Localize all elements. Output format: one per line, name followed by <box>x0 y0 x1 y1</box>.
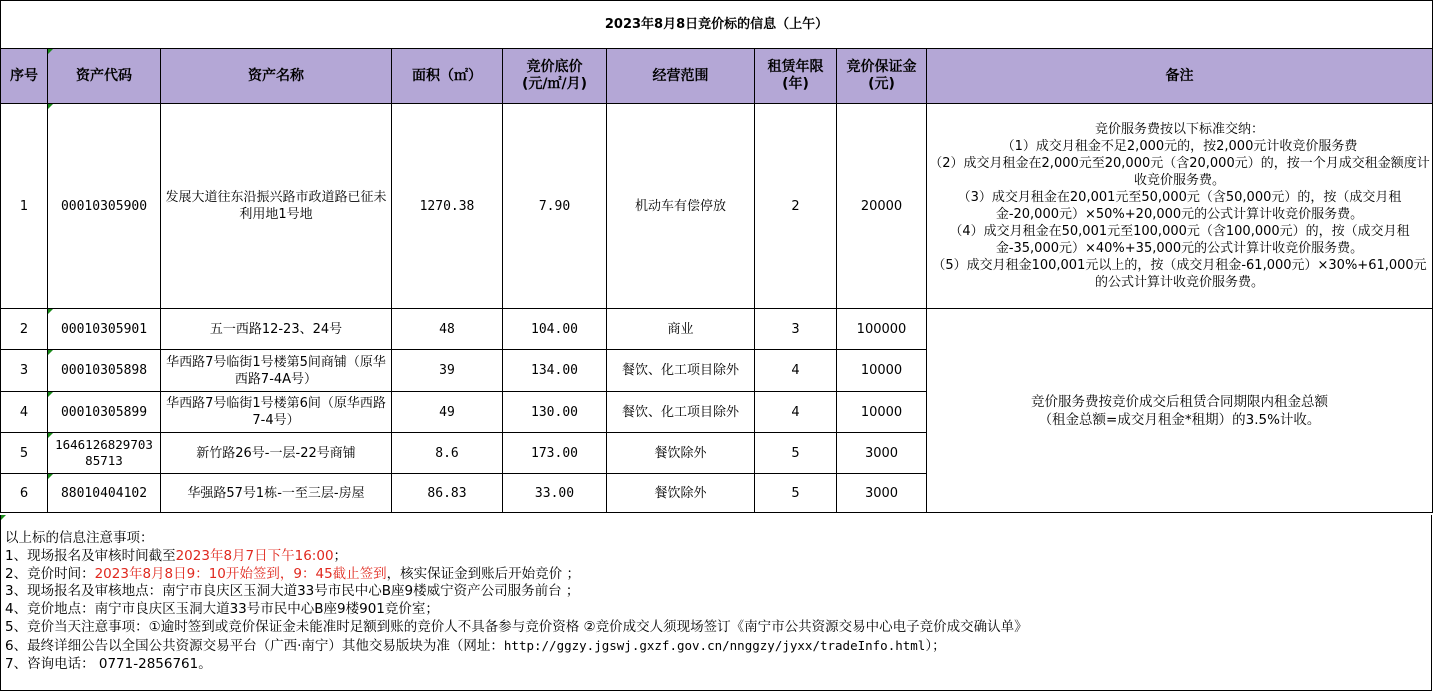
note-7: 7、咨询电话： 0771-2856761。 <box>5 655 212 672</box>
header-seq: 序号 <box>1 49 48 104</box>
cell-name: 华西路7号临街1号楼第6间（原华西路7-4号） <box>161 392 392 433</box>
cell-term: 5 <box>755 433 837 474</box>
page-title: 2023年8月8日竞价标的信息（上午） <box>1 1 1433 49</box>
header-row <box>1 49 1433 104</box>
cell-seq: 1 <box>1 104 48 309</box>
cell-code: 1646126829703 85713 <box>48 433 161 474</box>
cell-term: 4 <box>755 350 837 392</box>
cell-price: 33.00 <box>503 474 607 513</box>
cell-deposit: 100000 <box>837 309 927 350</box>
header-deposit-line2: (元) <box>868 76 895 92</box>
cell-scope: 餐饮、化工项目除外 <box>607 392 755 433</box>
memo-line: （1）成交月租金不足2,000元的，按2,000元计收竞价服务费 <box>1001 139 1358 154</box>
note-3: 3、现场报名及审核地点：南宁市良庆区玉洞大道33号市民中心B座9楼威宁资产公司服务前台 ； <box>5 583 580 600</box>
cell-seq: 4 <box>1 392 48 433</box>
cell-scope: 商业 <box>607 309 755 350</box>
header-price <box>503 49 607 104</box>
cell-area: 39 <box>392 350 503 392</box>
cell-area: 8.6 <box>392 433 503 474</box>
cell-code: 00010305899 <box>48 392 161 433</box>
cell-memo-fee-percent <box>927 309 1433 513</box>
notes-section <box>0 515 1432 691</box>
cell-term: 5 <box>755 474 837 513</box>
cell-price: 7.90 <box>503 104 607 309</box>
cell-area: 86.83 <box>392 474 503 513</box>
cell-name: 华西路7号临街1号楼第5间商铺（原华西路7-4A号） <box>161 350 392 392</box>
cell-seq: 3 <box>1 350 48 392</box>
cell-code: 00010305898 <box>48 350 161 392</box>
cell-term: 2 <box>755 104 837 309</box>
table-row <box>1 104 1433 309</box>
memo-line: （3）成交月租金在20,001元至50,000元（含50,000元）的，按（成交月租金-20,000元）×50%+20,000元的公式计算计收竞价服务费。 <box>957 190 1402 222</box>
memo-line: （2）成交月租金在2,000元至20,000元（含20,000元）的，按一个月成交租金额度计收竞价服务费。 <box>929 156 1430 188</box>
header-name: 资产名称 <box>161 49 392 104</box>
cell-price: 104.00 <box>503 309 607 350</box>
header-price-line2: (元/㎡/月) <box>521 76 588 92</box>
notes-intro: 以上标的信息注意事项： <box>5 530 154 546</box>
cell-name: 华强路57号1栋-一至三层-房屋 <box>161 474 392 513</box>
header-code: 资产代码 <box>48 49 161 104</box>
note-6-end: ）； <box>925 637 946 654</box>
memo-line: （5）成交月租金100,001元以上的，按（成交月租金-61,000元）×30%+61,000元的公式计算计收竞价服务费。 <box>932 258 1427 290</box>
cell-code: 00010305901 <box>48 309 161 350</box>
note-2 <box>5 566 1431 584</box>
memo2-line1: 竞价服务费按竞价成交后租赁合同期限内租金总额 <box>1031 393 1328 410</box>
note-6-url[interactable]: http://ggzy.jgswj.gxzf.gov.cn/nnggzy/jyxx/tradeInfo.html <box>503 637 926 653</box>
cell-term: 3 <box>755 309 837 350</box>
cell-deposit: 3000 <box>837 474 927 513</box>
cell-scope: 餐饮除外 <box>607 474 755 513</box>
header-scope: 经营范围 <box>607 49 755 104</box>
note-1-end: ； <box>333 547 348 564</box>
note-4: 4、竞价地点：南宁市良庆区玉洞大道33号市民中心B座9楼901竞价室； <box>5 601 439 618</box>
header-term <box>755 49 837 104</box>
cell-scope: 餐饮除外 <box>607 433 755 474</box>
note-1 <box>5 548 1431 566</box>
note-5: 5、竞价当天注意事项：①逾时签到或竞价保证金未能准时足额到账的竞价人不具备参与竞价资格 ②竞价成交人须现场签订《南宁市公共资源交易中心电子竞价成交确认单》 <box>5 618 1028 635</box>
cell-name: 五一西路12-23、24号 <box>161 309 392 350</box>
cell-deposit: 10000 <box>837 350 927 392</box>
header-area: 面积（㎡） <box>392 49 503 104</box>
note-2-text: 2、竞价时间： <box>5 565 95 582</box>
cell-code: 00010305900 <box>48 104 161 309</box>
cell-price: 130.00 <box>503 392 607 433</box>
memo-line: 竞价服务费按以下标准交纳： <box>1094 122 1264 137</box>
cell-area: 48 <box>392 309 503 350</box>
cell-term: 4 <box>755 392 837 433</box>
cell-name: 新竹路26号-一层-22号商铺 <box>161 433 392 474</box>
cell-deposit: 3000 <box>837 433 927 474</box>
cell-area: 49 <box>392 392 503 433</box>
cell-deposit: 10000 <box>837 392 927 433</box>
cell-scope: 餐饮、化工项目除外 <box>607 350 755 392</box>
cell-name: 发展大道往东沿振兴路市政道路已征未利用地1号地 <box>161 104 392 309</box>
cell-area: 1270.38 <box>392 104 503 309</box>
cell-code: 88010404102 <box>48 474 161 513</box>
memo-line: （4）成交月租金在50,001元至100,000元（含100,000元）的，按（成交月租金-35,000元）×40%+35,000元的公式计算计收竞价服务费。 <box>949 224 1410 256</box>
cell-price: 134.00 <box>503 350 607 392</box>
cell-seq: 2 <box>1 309 48 350</box>
header-term-line2: (年) <box>782 76 809 92</box>
cell-scope: 机动车有偿停放 <box>607 104 755 309</box>
cell-price: 173.00 <box>503 433 607 474</box>
cell-deposit: 20000 <box>837 104 927 309</box>
cell-seq: 5 <box>1 433 48 474</box>
note-2-time: 2023年8月8日9：10开始签到，9：45截止签到 <box>94 565 387 582</box>
cell-memo-fee-rules <box>927 104 1433 309</box>
header-price-line1: 竞价底价 <box>526 59 583 75</box>
note-1-text: 1、现场报名及审核时间截至 <box>5 547 176 564</box>
header-deposit-line1: 竞价保证金 <box>846 59 917 75</box>
header-term-line1: 租赁年限 <box>767 59 824 75</box>
memo2-line2: （租金总额=成交月租金*租期）的3.5%计收。 <box>1038 411 1321 428</box>
cell-seq: 6 <box>1 474 48 513</box>
header-deposit <box>837 49 927 104</box>
note-6-text: 6、最终详细公告以全国公共资源交易平台（广西·南宁）其他交易版块为准（网址： <box>5 637 504 654</box>
note-6 <box>5 637 1431 656</box>
header-memo: 备注 <box>927 49 1433 104</box>
note-1-deadline: 2023年8月7日下午16:00 <box>175 547 334 564</box>
note-2-end: ，核实保证金到账后开始竞价 ； <box>386 565 580 582</box>
table-row <box>1 309 1433 350</box>
